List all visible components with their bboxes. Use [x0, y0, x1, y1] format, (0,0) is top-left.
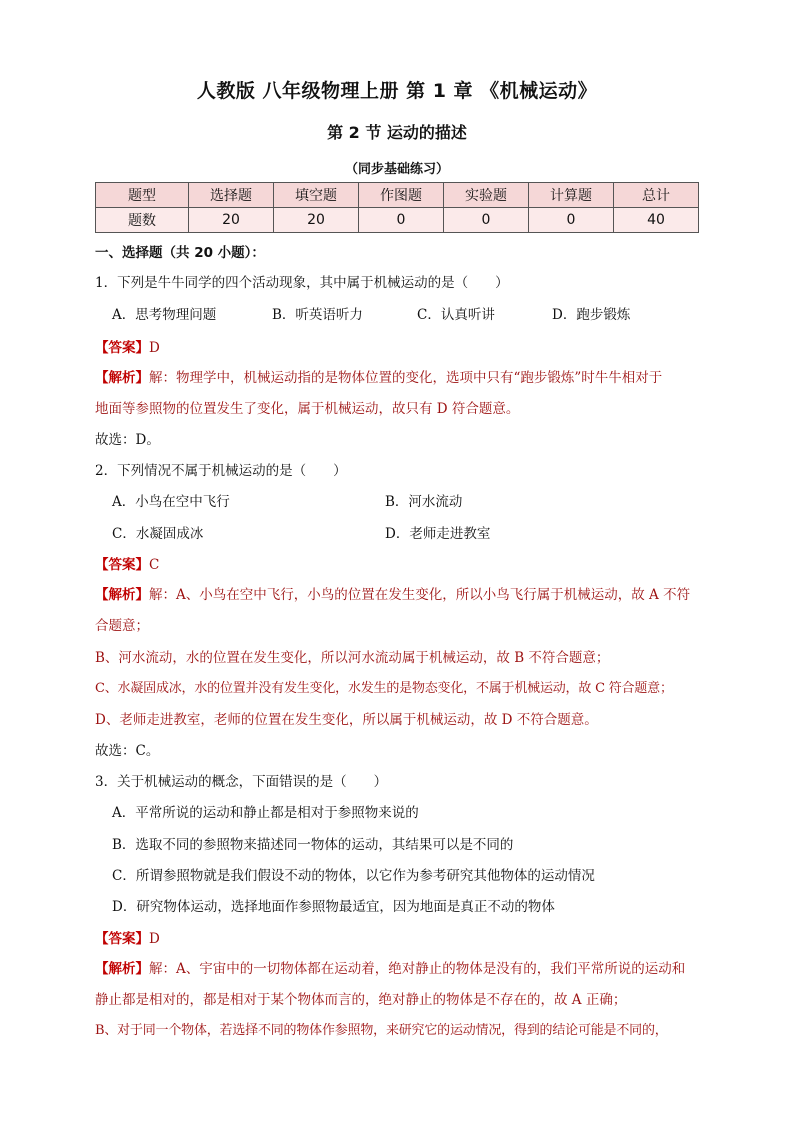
analysis-line: [95, 585, 690, 605]
stats-header-cell: 选择题: [189, 183, 274, 208]
analysis-text: B、对于同一个物体，若选择不同的物体作参照物，来研究它的运动情况，得到的结论可能是不同的，: [95, 1023, 668, 1038]
analysis-text: 解：物理学中，机械运动指的是物体位置的变化，选项中只有“跑步锻炼”时牛牛相对于: [149, 370, 663, 386]
option-d: D．跑步锻炼: [552, 307, 631, 323]
stats-value-cell: 0: [359, 208, 444, 233]
choice-line: 故选：C。: [95, 743, 160, 759]
stats-header-cell: 总计: [614, 183, 699, 208]
answer-line: [95, 338, 160, 358]
choice-line: 故选：D。: [95, 432, 160, 448]
question-stem: 2．下列情况不属于机械运动的是（ ）: [95, 463, 347, 479]
stats-value-cell: 题数: [96, 208, 189, 233]
section-subtitle: 第 2 节 运动的描述: [327, 123, 467, 142]
stats-header-row: [96, 183, 699, 208]
answer-label: 【答案】: [95, 340, 149, 356]
answer-value: C: [149, 557, 160, 573]
stats-header-cell: 填空题: [274, 183, 359, 208]
analysis-line: [95, 368, 662, 388]
analysis-text: B、河水流动，水的位置在发生变化，所以河水流动属于机械运动，故 B 不符合题意；: [95, 650, 610, 666]
analysis-text: D、老师走进教室，老师的位置在发生变化，所以属于机械运动，故 D 不符合题意。: [95, 712, 598, 728]
stats-value-cell: 40: [614, 208, 699, 233]
option-a: A．平常所说的运动和静止都是相对于参照物来说的: [112, 805, 419, 821]
stats-value-row: [96, 208, 699, 233]
answer-value: D: [149, 931, 160, 947]
stats-value-cell: 0: [444, 208, 529, 233]
stats-value-cell: 0: [529, 208, 614, 233]
question-stats-table: [95, 182, 699, 233]
answer-line: [95, 929, 160, 949]
stats-header-cell: 实验题: [444, 183, 529, 208]
analysis-line: [95, 959, 685, 979]
analysis-label: 【解析】: [95, 961, 149, 977]
stats-value-cell: 20: [274, 208, 359, 233]
option-c: C．水凝固成冰: [112, 526, 204, 542]
answer-label: 【答案】: [95, 557, 149, 573]
stats-header-cell: 作图题: [359, 183, 444, 208]
analysis-text: C、水凝固成冰，水的位置并没有发生变化，水发生的是物态变化，不属于机械运动，故 C 符合题意；: [95, 681, 673, 696]
analysis-text: 解：A、小鸟在空中飞行，小鸟的位置在发生变化，所以小鸟飞行属于机械运动，故 A 不符: [149, 587, 691, 603]
stats-header-cell: 题型: [96, 183, 189, 208]
document-title: 人教版 八年级物理上册 第 1 章 《机械运动》: [196, 80, 598, 102]
option-d: D．研究物体运动，选择地面作参照物最适宜，因为地面是真正不动的物体: [112, 899, 555, 915]
analysis-text: 静止都是相对的，都是相对于某个物体而言的，绝对静止的物体是不存在的，故 A 正确；: [95, 992, 627, 1008]
answer-value: D: [149, 340, 160, 356]
section-heading: 一、选择题（共 20 小题）：: [95, 245, 265, 261]
analysis-text: 合题意；: [95, 618, 149, 634]
option-c: C．所谓参照物就是我们假设不动的物体，以它作为参考研究其他物体的运动情况: [112, 868, 595, 884]
question-stem: 1．下列是牛牛同学的四个活动现象，其中属于机械运动的是（ ）: [95, 275, 509, 291]
option-b: B．河水流动: [385, 494, 463, 510]
stats-header-cell: 计算题: [529, 183, 614, 208]
option-d: D．老师走进教室: [385, 526, 491, 542]
answer-line: [95, 555, 159, 575]
analysis-text: 地面等参照物的位置发生了变化，属于机械运动，故只有 D 符合题意。: [95, 401, 520, 417]
option-c: C．认真听讲: [417, 307, 495, 323]
practice-note: （同步基础练习）: [344, 162, 449, 177]
option-b: B．听英语听力: [272, 307, 363, 323]
option-a: A．小鸟在空中飞行: [112, 494, 230, 510]
option-b: B．选取不同的参照物来描述同一物体的运动，其结果可以是不同的: [112, 837, 514, 853]
analysis-text: 解：A、宇宙中的一切物体都在运动着，绝对静止的物体是没有的，我们平常所说的运动和: [149, 961, 686, 977]
option-a: A．思考物理问题: [112, 307, 217, 323]
analysis-label: 【解析】: [95, 587, 149, 603]
answer-label: 【答案】: [95, 931, 149, 947]
analysis-label: 【解析】: [95, 370, 149, 386]
stats-value-cell: 20: [189, 208, 274, 233]
question-stem: 3．关于机械运动的概念，下面错误的是（ ）: [95, 774, 388, 790]
